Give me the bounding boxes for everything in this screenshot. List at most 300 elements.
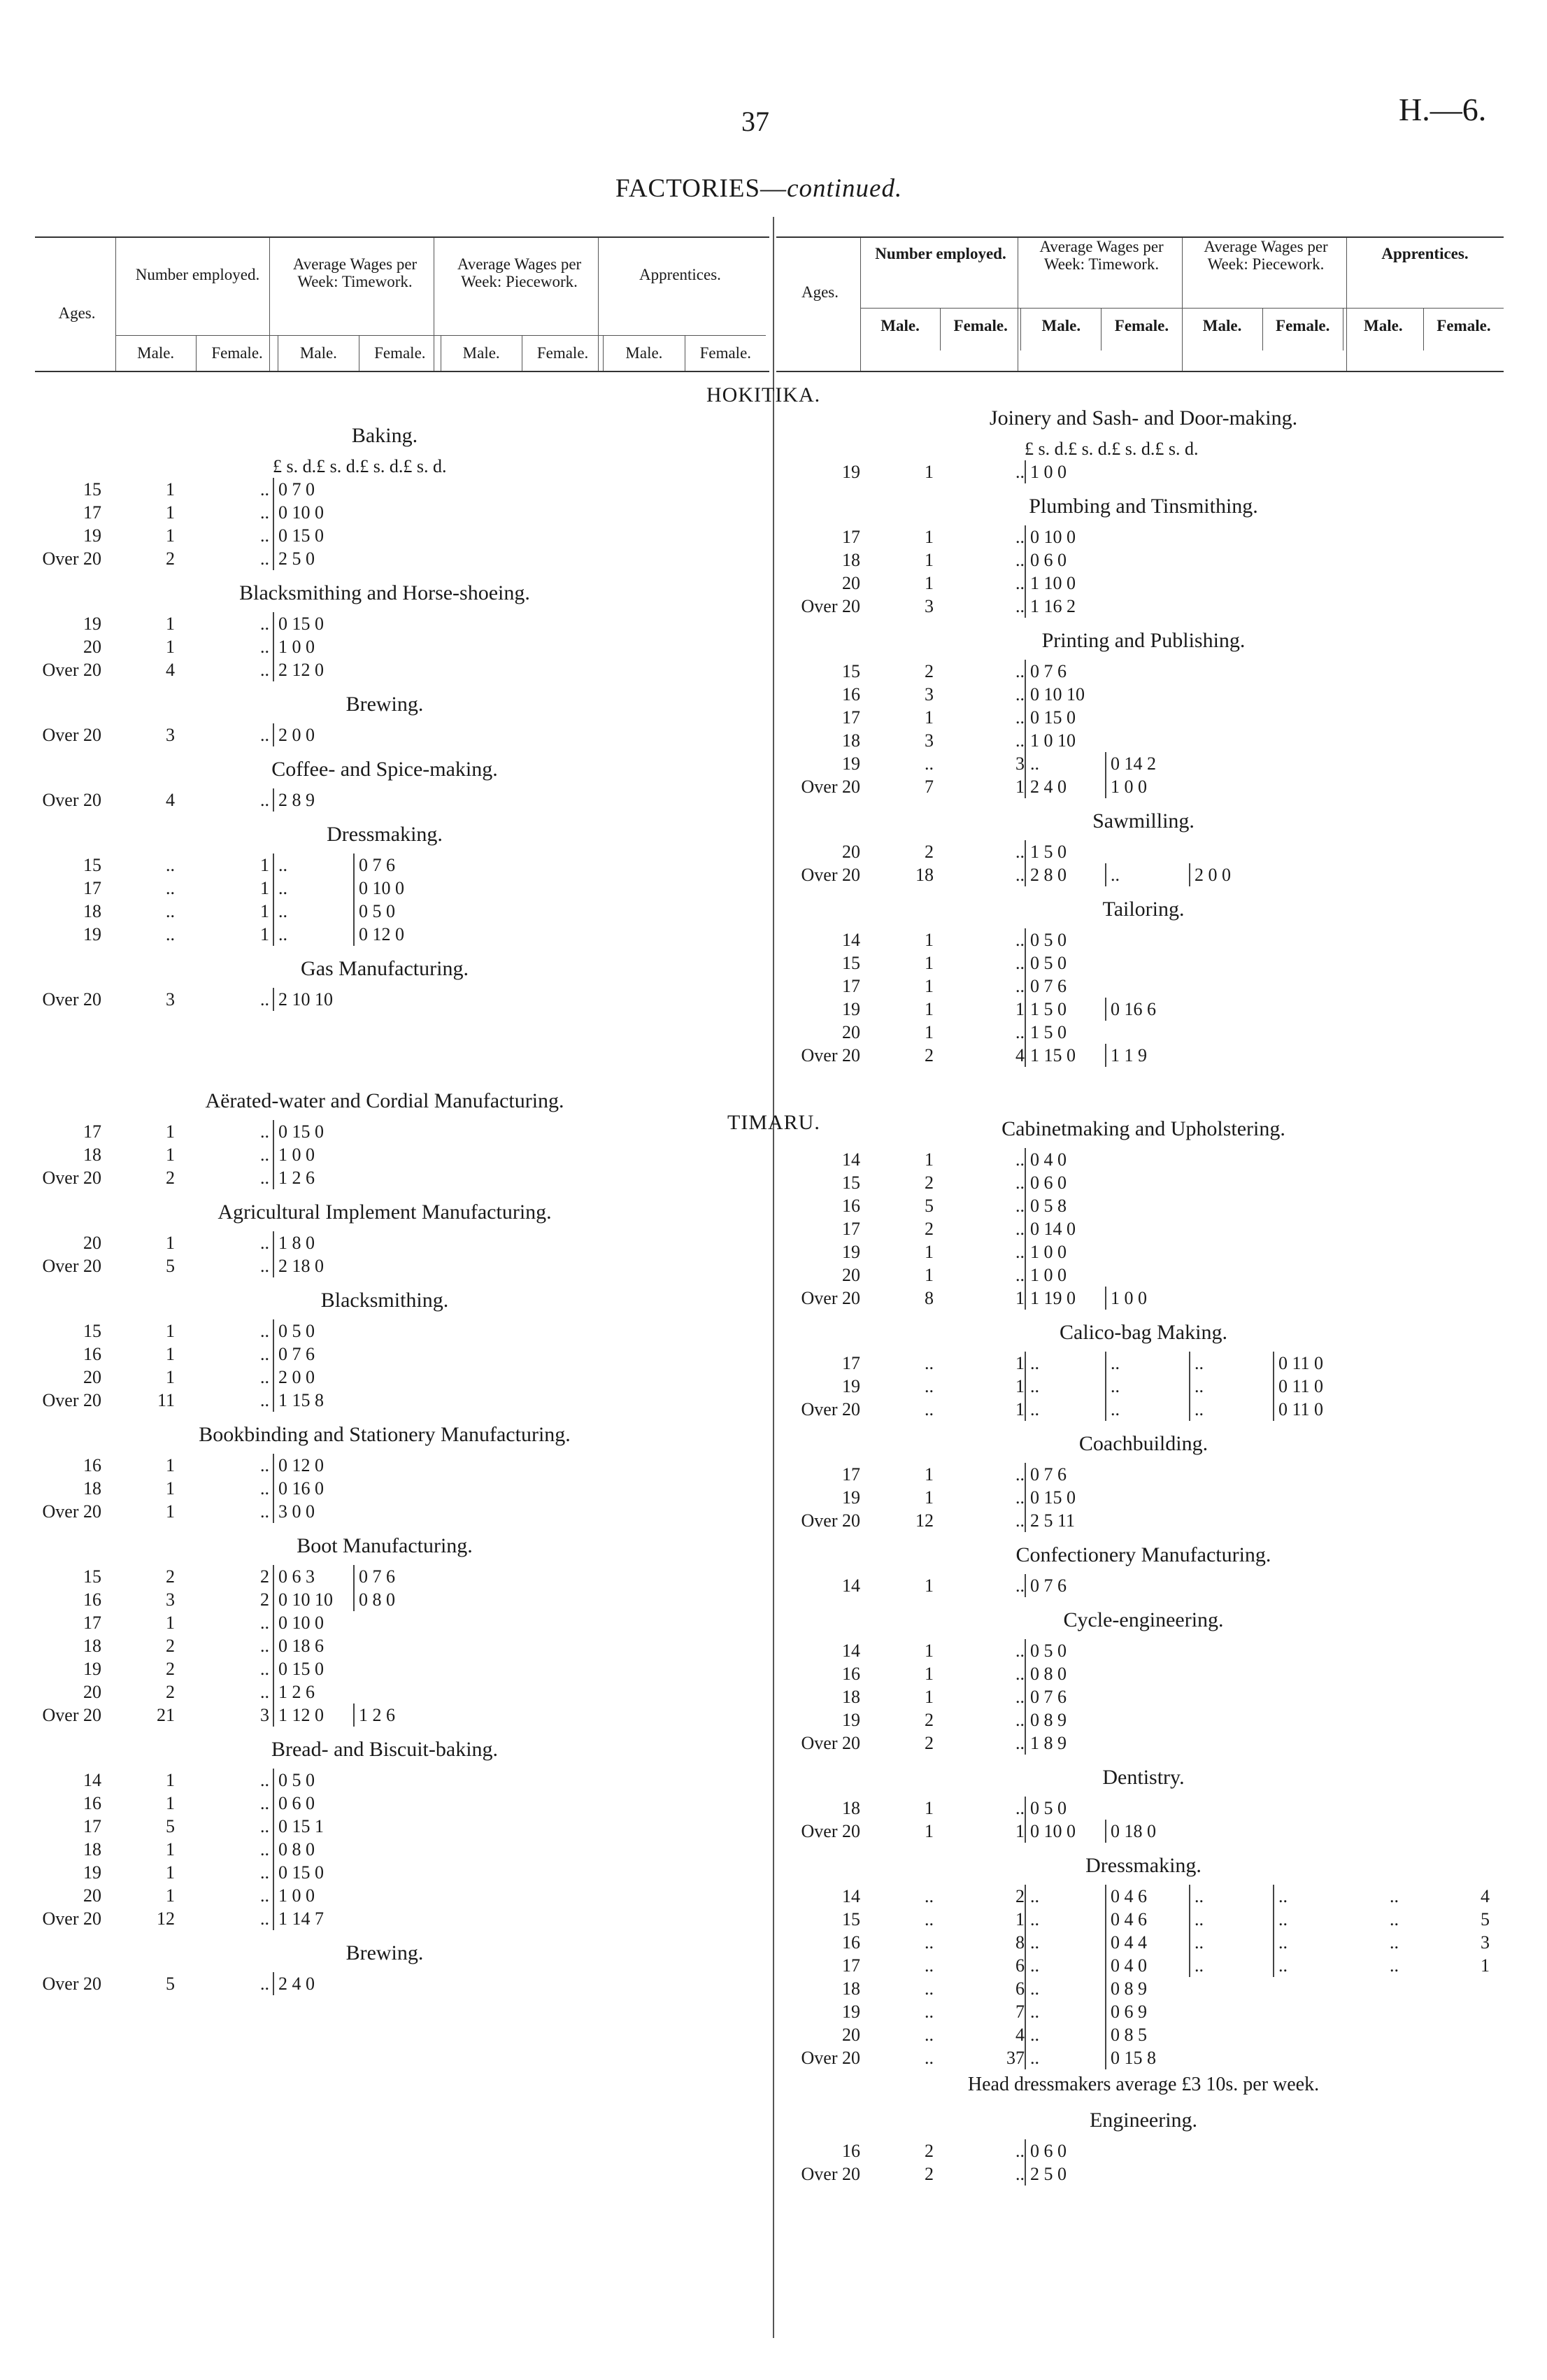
header-timework: Average Wages per Week: Timework.	[1039, 238, 1164, 273]
timework-male: 2 8 9	[273, 788, 315, 812]
age-cell: 20	[83, 637, 101, 657]
section-title: Cycle-engineering.	[1063, 1608, 1224, 1631]
female-count: 37	[1006, 2048, 1025, 2068]
document-reference: H.—6.	[1399, 92, 1487, 127]
apprentice-female: 3	[1481, 1932, 1490, 1953]
male-count: 1	[166, 1367, 175, 1387]
table-row	[35, 900, 734, 923]
header-female: Female.	[940, 309, 1020, 350]
timework-male: 0 6 0	[1025, 548, 1067, 572]
factory-section	[783, 2107, 1504, 2186]
female-count: 1	[1015, 1821, 1025, 1841]
title-italic: continued.	[787, 174, 903, 203]
timework-male: 0 5 0	[1025, 928, 1067, 951]
male-count: 4	[166, 660, 175, 680]
timework-male: ..	[1025, 2046, 1039, 2069]
male-count: ..	[925, 753, 934, 774]
table-row	[783, 1820, 1504, 1843]
apprentice-male: ..	[1390, 1955, 1399, 1976]
timework-female: ..	[1105, 1375, 1120, 1398]
female-count: ..	[1015, 1242, 1025, 1262]
factory-section	[35, 1088, 734, 1189]
timework-female: 0 10 0	[353, 877, 404, 900]
header-female: Female.	[522, 336, 603, 371]
table-row	[783, 2139, 1504, 2162]
currency-header	[783, 437, 1504, 460]
timework-female: 0 8 9	[1105, 1977, 1147, 2000]
age-cell: 14	[842, 1575, 860, 1596]
timework-male: 1 5 0	[1025, 998, 1067, 1021]
female-count: ..	[1015, 1575, 1025, 1596]
timework-male: ..	[1025, 2023, 1039, 2046]
apprentice-female: 4	[1481, 1886, 1490, 1906]
age-cell: Over 20	[42, 989, 101, 1010]
female-count: ..	[260, 1344, 269, 1364]
timework-male: 0 15 0	[273, 1120, 324, 1143]
table-row	[35, 853, 734, 877]
piecework-male: ..	[1189, 1352, 1204, 1375]
age-cell: 15	[842, 661, 860, 681]
female-count: 2	[1015, 1886, 1025, 1906]
header-apprentices: Apprentices.	[639, 266, 721, 283]
age-cell: 20	[83, 1367, 101, 1387]
age-cell: 16	[83, 1455, 101, 1475]
timework-male: 3 0 0	[273, 1500, 315, 1523]
age-cell: 20	[842, 1265, 860, 1285]
timework-male: 0 7 0	[273, 478, 315, 501]
female-count: ..	[1015, 684, 1025, 704]
male-count: 7	[925, 777, 934, 797]
section-title: Coachbuilding.	[1078, 1432, 1209, 1455]
currency-units: £ s. d.£ s. d.£ s. d.£ s. d.	[273, 456, 447, 476]
female-count: ..	[260, 1501, 269, 1522]
timework-male: 0 8 0	[273, 1838, 315, 1861]
female-count: ..	[1015, 550, 1025, 570]
female-count: ..	[1015, 1219, 1025, 1239]
age-cell: 20	[842, 1022, 860, 1042]
male-count: 1	[925, 1149, 934, 1170]
timework-male: 1 2 6	[273, 1166, 315, 1189]
timework-male: 0 7 6	[1025, 660, 1067, 683]
male-count: 1	[925, 976, 934, 996]
timework-male: 1 0 0	[273, 1143, 315, 1166]
timework-male: 1 0 0	[273, 1884, 315, 1907]
piecework-female: ..	[1273, 1885, 1288, 1908]
male-count: 1	[166, 1121, 175, 1142]
male-count: 3	[925, 596, 934, 616]
timework-male: 0 7 6	[1025, 1574, 1067, 1597]
age-cell: 19	[83, 614, 101, 634]
right-column	[783, 395, 1504, 2186]
timework-male: 1 0 0	[273, 635, 315, 658]
female-count: ..	[260, 1455, 269, 1475]
section-note: Head dressmakers average £3 10s. per week.	[967, 2074, 1320, 2095]
table-row	[35, 1389, 734, 1412]
timework-male: 0 15 0	[273, 612, 324, 635]
timework-male: 1 10 0	[1025, 572, 1076, 595]
age-cell: 18	[842, 1687, 860, 1707]
table-row	[35, 1143, 734, 1166]
table-row	[783, 1731, 1504, 1755]
page-number: 37	[741, 106, 769, 137]
section-title: Gas Manufacturing.	[301, 957, 469, 980]
male-count: 1	[925, 1265, 934, 1285]
male-count: ..	[925, 1909, 934, 1929]
table-row	[35, 635, 734, 658]
factory-section	[35, 956, 734, 1011]
age-cell: Over 20	[42, 1705, 101, 1725]
factory-section	[783, 1542, 1504, 1597]
timework-male: 1 8 9	[1025, 1731, 1067, 1755]
table-row	[783, 1931, 1504, 1954]
female-count: ..	[1015, 1710, 1025, 1730]
piecework-male: ..	[1189, 1954, 1204, 1977]
male-count: 1	[925, 953, 934, 973]
male-count: ..	[166, 878, 175, 898]
male-count: 1	[925, 1242, 934, 1262]
header-male: Male.	[278, 336, 359, 371]
currency-header	[35, 455, 734, 478]
piecework-male: ..	[1189, 1885, 1204, 1908]
section-title: Cabinetmaking and Upholstering.	[1001, 1117, 1285, 1140]
female-count: ..	[1015, 1641, 1025, 1661]
section-title: Aërated-water and Cordial Manufacturing.	[205, 1089, 564, 1112]
section-title: Agricultural Implement Manufacturing.	[218, 1200, 552, 1224]
male-count: 1	[166, 479, 175, 500]
timework-male: 0 6 0	[273, 1792, 315, 1815]
male-count: 1	[166, 1321, 175, 1341]
female-count: 6	[1015, 1978, 1025, 1999]
female-count: 2	[260, 1589, 269, 1610]
table-row	[35, 1120, 734, 1143]
timework-male: 2 18 0	[273, 1254, 324, 1277]
apprentice-male: ..	[1390, 1932, 1399, 1953]
section-title: Plumbing and Tinsmithing.	[1029, 495, 1258, 518]
timework-male: 0 10 10	[1025, 683, 1085, 706]
table-row	[783, 2046, 1504, 2069]
age-cell: 15	[83, 1566, 101, 1587]
timework-male: 0 15 0	[1025, 706, 1076, 729]
table-row	[783, 1463, 1504, 1486]
factory-section	[783, 628, 1504, 798]
table-row	[783, 1885, 1504, 1908]
age-cell: Over 20	[42, 1168, 101, 1188]
male-count: 1	[166, 1885, 175, 1906]
male-count: 2	[925, 2141, 934, 2161]
timework-male: 0 10 0	[1025, 525, 1076, 548]
section-title: Baking.	[351, 424, 418, 447]
male-count: 1	[166, 1233, 175, 1253]
female-count: ..	[1015, 842, 1025, 862]
female-count: ..	[1015, 1798, 1025, 1818]
age-cell: 17	[83, 1613, 101, 1633]
age-cell: Over 20	[801, 1045, 860, 1065]
timework-male: 0 15 0	[273, 524, 324, 547]
age-cell: Over 20	[42, 548, 101, 569]
female-count: ..	[1015, 976, 1025, 996]
male-count: 5	[925, 1196, 934, 1216]
male-count: 5	[166, 1974, 175, 1994]
table-row	[783, 1708, 1504, 1731]
table-row	[783, 1352, 1504, 1375]
male-count: 3	[166, 989, 175, 1010]
male-count: ..	[166, 901, 175, 921]
male-count: 5	[166, 1256, 175, 1276]
timework-male: 0 10 0	[273, 1611, 324, 1634]
table-row	[783, 2023, 1504, 2046]
female-count: ..	[260, 1974, 269, 1994]
piecework-male: ..	[1189, 1908, 1204, 1931]
table-row	[783, 595, 1504, 618]
female-count: ..	[260, 525, 269, 546]
table-row	[783, 1908, 1504, 1931]
age-cell: Over 20	[801, 2164, 860, 2184]
age-cell: 16	[83, 1589, 101, 1610]
table-row	[783, 1574, 1504, 1597]
table-row	[35, 1588, 734, 1611]
male-count: 12	[915, 1510, 934, 1531]
male-count: 1	[925, 573, 934, 593]
timework-male: ..	[1025, 1885, 1039, 1908]
section-title: Brewing.	[345, 693, 424, 716]
male-count: 3	[166, 1589, 175, 1610]
table-row	[783, 572, 1504, 595]
timework-male: 0 10 0	[273, 501, 324, 524]
age-cell: 18	[842, 730, 860, 751]
female-count: ..	[260, 1390, 269, 1410]
timework-female: 0 16 6	[1105, 998, 1156, 1021]
female-count: ..	[1015, 462, 1025, 482]
female-count: 8	[1015, 1932, 1025, 1953]
age-cell: 20	[842, 573, 860, 593]
table-row	[783, 660, 1504, 683]
table-row	[783, 1954, 1504, 1977]
factory-section	[35, 423, 734, 570]
title-main: FACTORIES—	[615, 174, 787, 203]
table-row	[35, 1884, 734, 1907]
table-row	[783, 863, 1504, 886]
timework-male: 0 6 0	[1025, 1171, 1067, 1194]
age-cell: 18	[83, 1478, 101, 1499]
timework-male: 0 7 6	[1025, 975, 1067, 998]
timework-female: 0 6 9	[1105, 2000, 1147, 2023]
female-count: ..	[1015, 1664, 1025, 1684]
timework-male: 2 5 0	[1025, 2162, 1067, 2186]
age-cell: 19	[83, 1659, 101, 1679]
female-count: ..	[260, 1862, 269, 1883]
table-row	[35, 612, 734, 635]
timework-male: 0 15 0	[273, 1861, 324, 1884]
male-count: ..	[925, 1376, 934, 1396]
female-count: ..	[1015, 1149, 1025, 1170]
age-cell: Over 20	[42, 790, 101, 810]
timework-male: 0 5 0	[273, 1769, 315, 1792]
table-row	[783, 1194, 1504, 1217]
timework-male: 1 5 0	[1025, 840, 1067, 863]
timework-male: 0 15 0	[1025, 1486, 1076, 1509]
table-row	[35, 1861, 734, 1884]
female-count: ..	[260, 1659, 269, 1679]
male-count: 1	[925, 462, 934, 482]
section-title: Dentistry.	[1102, 1766, 1185, 1789]
age-cell: 16	[83, 1793, 101, 1813]
male-count: ..	[925, 2025, 934, 2045]
female-count: ..	[260, 660, 269, 680]
table-row	[783, 548, 1504, 572]
timework-male: 0 5 8	[1025, 1194, 1067, 1217]
header-male: Male.	[603, 336, 684, 371]
factory-section	[35, 1199, 734, 1277]
table-row	[35, 478, 734, 501]
female-count: ..	[260, 1793, 269, 1813]
male-count: ..	[925, 1932, 934, 1953]
piecework-female: ..	[1273, 1931, 1288, 1954]
age-cell: 16	[842, 1196, 860, 1216]
age-cell: 19	[842, 1710, 860, 1730]
age-cell: 17	[842, 1353, 860, 1373]
female-count: ..	[1015, 527, 1025, 547]
section-title: Boot Manufacturing.	[297, 1534, 473, 1557]
timework-female: ..	[1105, 1398, 1120, 1421]
timework-male: 0 8 9	[1025, 1708, 1067, 1731]
male-count: 1	[166, 1862, 175, 1883]
age-cell: Over 20	[42, 725, 101, 745]
timework-male: 2 0 0	[273, 1366, 315, 1389]
header-male: Male.	[137, 344, 175, 362]
age-cell: 16	[842, 1664, 860, 1684]
factory-section	[783, 1607, 1504, 1755]
timework-male: 2 4 0	[273, 1972, 315, 1995]
header-number-employed: Number employed.	[875, 245, 1006, 262]
timework-male: 0 6 0	[1025, 2139, 1067, 2162]
piecework-female: ..	[1273, 1908, 1288, 1931]
header-male: Male.	[1343, 309, 1423, 350]
male-count: 1	[925, 1687, 934, 1707]
piecework-male: ..	[1189, 1931, 1204, 1954]
male-count: 3	[166, 725, 175, 745]
table-row	[783, 1486, 1504, 1509]
table-row	[783, 1263, 1504, 1287]
age-cell: 17	[842, 1219, 860, 1239]
factory-section	[35, 1736, 734, 1930]
factory-section	[35, 1287, 734, 1412]
female-count: ..	[1015, 1687, 1025, 1707]
timework-male: 0 15 1	[273, 1815, 324, 1838]
age-cell: 20	[842, 842, 860, 862]
age-cell: 17	[83, 502, 101, 523]
table-row	[783, 951, 1504, 975]
timework-male: 0 8 0	[1025, 1662, 1067, 1685]
timework-male: ..	[1025, 1398, 1039, 1421]
female-count: 3	[1015, 753, 1025, 774]
female-count: ..	[260, 548, 269, 569]
male-count: 1	[925, 1798, 934, 1818]
age-cell: Over 20	[801, 1399, 860, 1419]
timework-female: 0 4 6	[1105, 1908, 1147, 1931]
timework-male: ..	[1025, 2000, 1039, 2023]
section-title: Bookbinding and Stationery Manufacturing.	[199, 1423, 571, 1446]
age-cell: Over 20	[42, 1908, 101, 1929]
age-cell: Over 20	[801, 2048, 860, 2068]
table-row	[783, 706, 1504, 729]
female-count: ..	[260, 479, 269, 500]
female-count: 1	[1015, 1353, 1025, 1373]
male-count: 1	[166, 1478, 175, 1499]
table-row	[35, 1477, 734, 1500]
age-cell: 19	[83, 924, 101, 944]
age-cell: 15	[842, 953, 860, 973]
factory-section	[783, 405, 1504, 483]
table-row	[35, 501, 734, 524]
female-count: ..	[260, 1816, 269, 1836]
age-cell: 16	[842, 1932, 860, 1953]
male-count: 2	[925, 1733, 934, 1753]
section-title: Dressmaking.	[1085, 1854, 1202, 1877]
male-count: 2	[166, 1168, 175, 1188]
age-cell: Over 20	[801, 1510, 860, 1531]
age-cell: 18	[842, 550, 860, 570]
factory-section	[783, 1764, 1504, 1843]
table-row	[783, 525, 1504, 548]
table-row	[35, 723, 734, 746]
timework-female: 0 7 6	[353, 853, 395, 877]
header-female: Female.	[1423, 309, 1504, 350]
table-row	[783, 1797, 1504, 1820]
age-cell: 17	[83, 1816, 101, 1836]
age-cell: 19	[842, 1376, 860, 1396]
age-cell: 18	[83, 901, 101, 921]
male-count: 2	[925, 1045, 934, 1065]
age-cell: 19	[842, 999, 860, 1019]
male-count: 2	[166, 1659, 175, 1679]
piecework-female: 0 11 0	[1273, 1398, 1323, 1421]
timework-male: 1 16 2	[1025, 595, 1076, 618]
male-count: 1	[166, 637, 175, 657]
timework-male: 0 5 0	[1025, 1797, 1067, 1820]
male-count: ..	[925, 1399, 934, 1419]
age-cell: 14	[842, 1149, 860, 1170]
timework-male: 2 10 10	[273, 988, 333, 1011]
male-count: 2	[166, 1682, 175, 1702]
table-row	[783, 1217, 1504, 1240]
female-count: ..	[260, 725, 269, 745]
table-row	[783, 729, 1504, 752]
male-count: 1	[925, 1641, 934, 1661]
male-count: ..	[925, 2002, 934, 2022]
male-count: 1	[925, 999, 934, 1019]
male-count: 1	[166, 1613, 175, 1633]
header-number-employed: Number employed.	[135, 266, 260, 283]
table-row	[783, 2162, 1504, 2186]
female-count: ..	[1015, 1265, 1025, 1285]
male-count: 1	[925, 527, 934, 547]
age-cell: 19	[842, 1242, 860, 1262]
timework-male: 1 8 0	[273, 1231, 315, 1254]
table-row	[35, 1565, 734, 1588]
age-cell: 18	[842, 1798, 860, 1818]
age-cell: 19	[83, 1862, 101, 1883]
female-count: ..	[1015, 1487, 1025, 1508]
age-cell: Over 20	[42, 1256, 101, 1276]
male-count: 8	[925, 1288, 934, 1308]
female-count: ..	[260, 1613, 269, 1633]
age-cell: 15	[842, 1173, 860, 1193]
age-cell: Over 20	[801, 777, 860, 797]
female-count: ..	[260, 1321, 269, 1341]
table-row	[783, 683, 1504, 706]
timework-male: ..	[1025, 1375, 1039, 1398]
timework-male: 0 18 6	[273, 1634, 324, 1657]
